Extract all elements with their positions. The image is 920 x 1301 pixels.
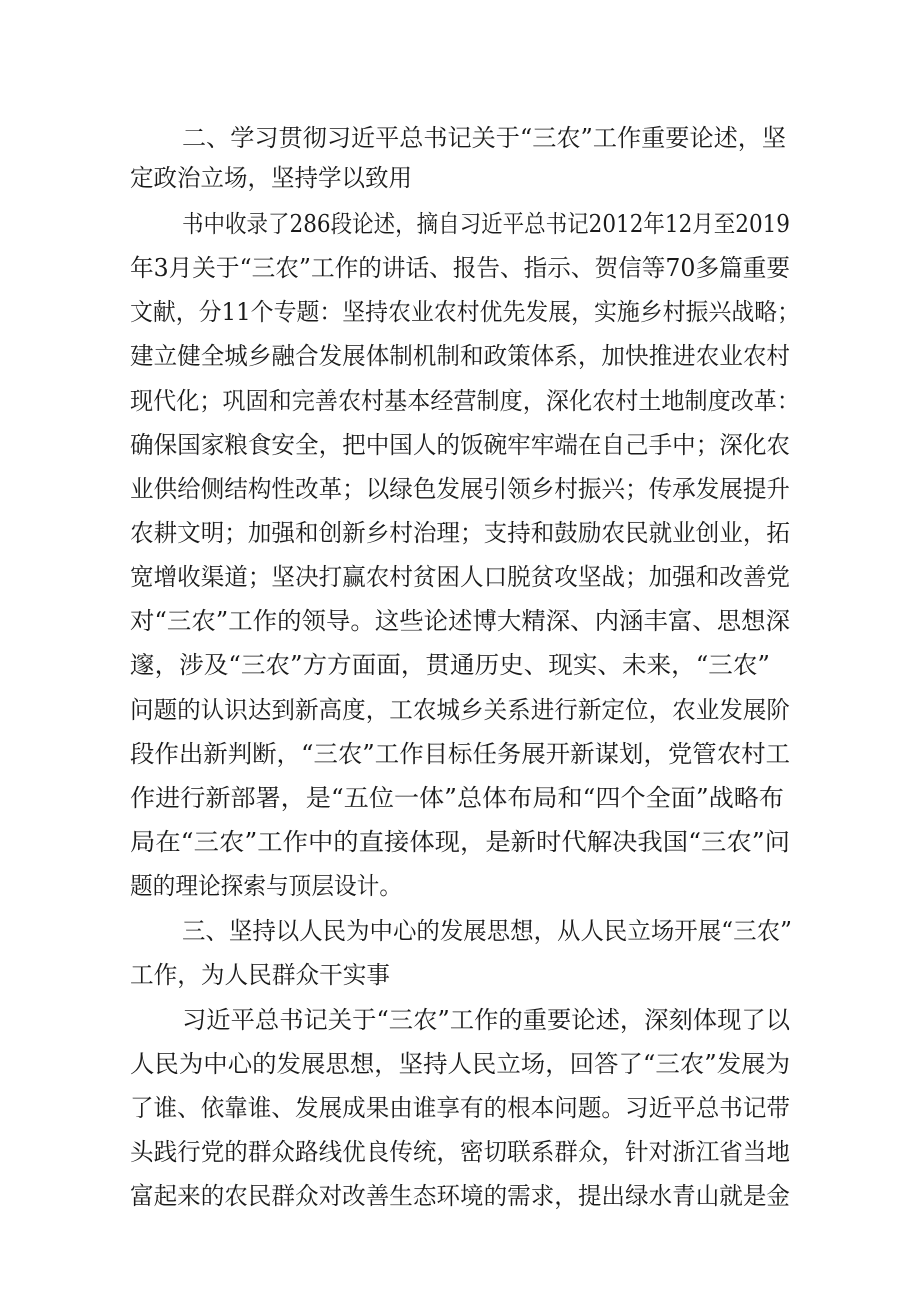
text-line (0, 469, 920, 509)
text-line (0, 425, 920, 465)
text-line (0, 557, 920, 597)
text-line (0, 955, 920, 995)
text-line (0, 866, 920, 906)
text-line (0, 158, 920, 198)
text-line-content: 农耕文明；加强和创新乡村治理；支持和鼓励农民就业创业，拓 (130, 519, 790, 547)
text-line-content: 作进行新部署，是“五位一体”总体布局和“四个全面”战略布 (130, 784, 784, 812)
text-line-content: 人民为中心的发展思想，坚持人民立场，回答了“三农”发展为 (130, 1050, 790, 1078)
text-line (0, 778, 920, 818)
text-line (0, 513, 920, 553)
text-line (0, 1088, 920, 1128)
text-line-content: 文献，分11个专题：坚持农业农村优先发展，实施乡村振兴战略； (130, 298, 800, 326)
text-line-content: 现代化；巩固和完善农村基本经营制度，深化农村土地制度改革： (130, 387, 800, 415)
text-line-content: 三、坚持以人民为中心的发展思想，从人民立场开展“三农” (182, 917, 792, 945)
text-line-content: 了谁、依靠谁、发展成果由谁享有的根本问题。习近平总书记带 (130, 1094, 790, 1122)
text-line (0, 204, 920, 244)
text-line (0, 734, 920, 774)
text-line-content: 定政治立场，坚持学以致用 (130, 164, 412, 192)
text-line (0, 1132, 920, 1172)
text-line-content: 头践行党的群众路线优良传统，密切联系群众，针对浙江省当地 (130, 1138, 790, 1166)
text-line (0, 822, 920, 862)
text-line (0, 118, 920, 158)
text-line (0, 690, 920, 730)
text-line-content: 富起来的农民群众对改善生态环境的需求，提出绿水青山就是金 (130, 1182, 790, 1210)
text-line-content: 宽增收渠道；坚决打赢农村贫困人口脱贫攻坚战；加强和改善党 (130, 563, 790, 591)
text-line (0, 911, 920, 951)
text-line-content: 段作出新判断，“三农”工作目标任务展开新谋划，党管农村工 (130, 740, 790, 768)
text-line (0, 336, 920, 376)
text-line-content: 习近平总书记关于“三农”工作的重要论述，深刻体现了以 (182, 1006, 790, 1034)
text-line (0, 1176, 920, 1216)
text-line-content: 年3月关于“三农”工作的讲话、报告、指示、贺信等70多篇重要 (130, 254, 790, 282)
text-line-content: 业供给侧结构性改革；以绿色发展引领乡村振兴；传承发展提升 (130, 475, 790, 503)
text-line-content: 对“三农”工作的领导。这些论述博大精深、内涵丰富、思想深 (130, 607, 790, 635)
text-line-content: 问题的认识达到新高度，工农城乡关系进行新定位，农业发展阶 (130, 696, 790, 724)
text-line-content: 二、学习贯彻习近平总书记关于“三农”工作重要论述，坚 (182, 124, 786, 152)
text-line-content: 题的理论探索与顶层设计。 (130, 872, 402, 900)
text-line (0, 1044, 920, 1084)
text-line-content: 局在“三农”工作中的直接体现，是新时代解决我国“三农”问 (130, 828, 790, 856)
text-line-content: 建立健全城乡融合发展体制机制和政策体系，加快推进农业农村 (130, 342, 790, 370)
text-line-content: 邃，涉及“三农”方方面面，贯通历史、现实、未来，“三农” (130, 651, 770, 679)
text-line (0, 601, 920, 641)
text-line-content: 书中收录了286段论述，摘自习近平总书记2012年12月至2019 (182, 210, 790, 238)
text-line (0, 292, 920, 332)
text-line-content: 工作，为人民群众干实事 (130, 961, 390, 989)
text-line-content: 确保国家粮食安全，把中国人的饭碗牢牢端在自己手中；深化农 (130, 431, 790, 459)
text-line (0, 645, 920, 685)
text-line (0, 248, 920, 288)
text-line (0, 1000, 920, 1040)
text-line (0, 381, 920, 421)
